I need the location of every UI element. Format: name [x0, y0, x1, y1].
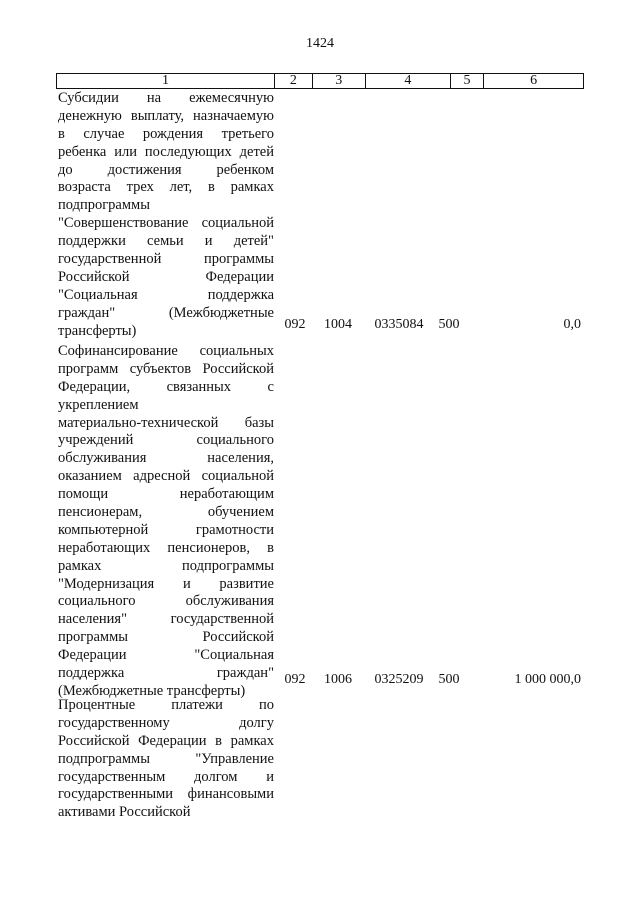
description-line: в случае рождения третьего	[58, 125, 274, 142]
amount: 0,0	[563, 317, 581, 332]
description-line: неработающих пенсионеров, в	[58, 539, 274, 556]
table-header	[56, 73, 584, 89]
description-line: пенсионерам, обучением	[58, 504, 274, 521]
target-code: 0325209	[374, 672, 424, 687]
row-values	[56, 317, 584, 335]
description-line: поддержка граждан"	[58, 665, 274, 682]
row-description	[58, 697, 274, 822]
description-line: программы Российской	[58, 629, 274, 646]
description-line: учреждений социального	[58, 432, 274, 449]
description-line: (Межбюджетные трансферты)	[58, 682, 246, 699]
description-line: программ субъектов Российской	[58, 360, 274, 377]
header-col-1: 1	[57, 74, 275, 88]
row-values	[56, 672, 584, 690]
row-description	[58, 343, 274, 701]
description-line: государственными финансовыми	[58, 786, 274, 803]
description-line: до достижения ребенком	[58, 161, 274, 178]
description-line: Российской Федерации в рамках	[58, 732, 274, 749]
description-line: государственным долгом и	[58, 768, 274, 785]
description-line: подпрограммы	[58, 197, 150, 214]
header-col-3: 3	[313, 74, 366, 88]
description-line: поддержки семьи и детей"	[58, 233, 274, 250]
description-line: государственному долгу	[58, 714, 274, 731]
ministry-code: 092	[284, 317, 306, 332]
description-line: Российской Федерации	[58, 268, 274, 285]
description-line: Софинансирование социальных	[58, 343, 274, 359]
amount: 1 000 000,0	[514, 672, 581, 687]
description-line: подпрограммы "Управление	[58, 750, 274, 767]
description-line: Процентные платежи по	[58, 697, 274, 713]
description-line: Субсидии на ежемесячную	[58, 90, 274, 106]
description-line: материально-технической базы	[58, 414, 274, 431]
description-line: Федерации "Социальная	[58, 647, 274, 664]
description-line: денежную выплату, назначаемую	[58, 107, 274, 124]
header-col-2: 2	[275, 74, 313, 88]
description-line: активами Российской	[58, 804, 191, 821]
expense-type-code: 500	[438, 672, 460, 687]
description-line: ребенка или последующих детей	[58, 143, 274, 160]
description-line: помощи неработающим	[58, 486, 274, 503]
description-line: "Социальная поддержка	[58, 286, 274, 303]
description-line: социального обслуживания	[58, 593, 274, 610]
description-line: трансферты)	[58, 322, 137, 339]
target-code: 0335084	[374, 317, 424, 332]
description-line: государственной программы	[58, 251, 274, 268]
row-description	[58, 90, 274, 340]
description-line: "Совершенствование социальной	[58, 215, 274, 232]
description-line: рамках подпрограммы	[58, 557, 274, 574]
section-code: 1006	[324, 672, 352, 687]
description-line: компьютерной грамотности	[58, 521, 274, 538]
description-line: граждан" (Межбюджетные	[58, 304, 274, 321]
header-col-4: 4	[366, 74, 451, 88]
description-line: оказанием адресной социальной	[58, 468, 274, 485]
page-number: 1424	[306, 36, 334, 51]
description-line: населения" государственной	[58, 611, 274, 628]
description-line: обслуживания населения,	[58, 450, 274, 467]
description-line: Федерации, связанных с	[58, 378, 274, 395]
description-line: возраста трех лет, в рамках	[58, 179, 274, 196]
description-line: укреплением	[58, 396, 139, 413]
section-code: 1004	[324, 317, 352, 332]
ministry-code: 092	[284, 672, 306, 687]
header-col-5: 5	[451, 74, 485, 88]
description-line: "Модернизация и развитие	[58, 575, 274, 592]
header-col-6: 6	[530, 73, 538, 88]
expense-type-code: 500	[438, 317, 460, 332]
